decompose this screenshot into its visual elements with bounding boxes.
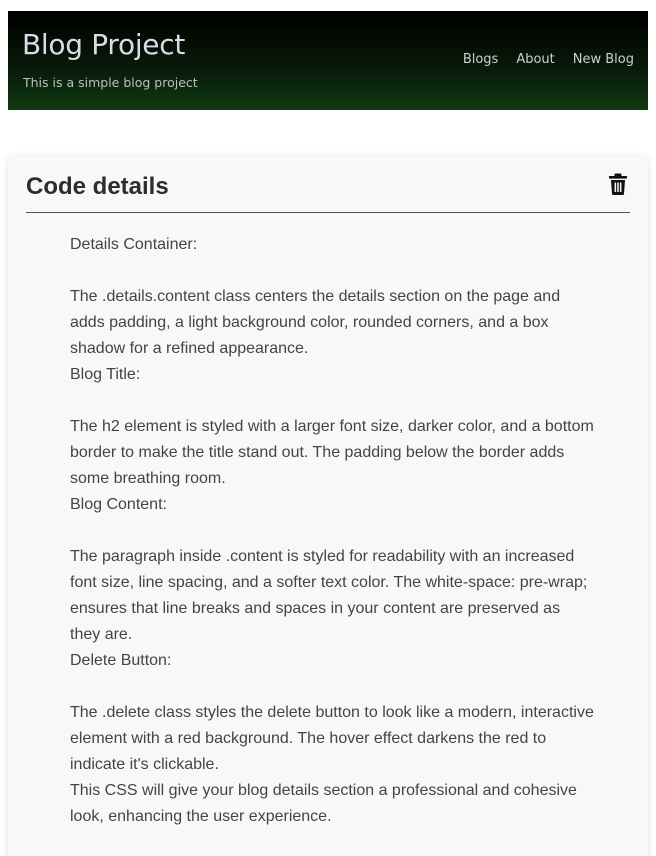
blog-title: Code details [26, 173, 169, 200]
delete-button[interactable] [608, 173, 628, 195]
main-nav [463, 53, 634, 66]
title-divider [26, 212, 630, 213]
trash-icon [608, 173, 628, 195]
nav-link-new-blog[interactable]: New Blog [572, 52, 634, 67]
nav-link-blogs[interactable]: Blogs [462, 52, 499, 67]
site-tagline: This is a simple blog project [23, 75, 198, 90]
site-header [8, 11, 648, 110]
site-title[interactable]: Blog Project [22, 28, 185, 61]
blog-details-card [8, 156, 648, 856]
blog-content: Details Container: The .details.content class centers the details section on the page and adds padding, a light background color, rounded corners, and a box shadow for a refined appearance. Blog Title: The h2 element is styled with a larger font size, darker color, and a bottom border to make the title stand out. The padding below the border adds some breathing room. Blog Content: The paragraph inside .content is styled for readability with an increased font size, line spacing, and a softer text color. The white-space: pre-wrap; ensures that line breaks and spaces in your content are preserved as they are. Delete Button: The .delete class styles the delete button to look like a modern, interactive element with a red background. The hover effect darkens the red to indicate it's clickable. This CSS will give your blog details section a professional and cohesive look, enhancing the user experience. [70, 236, 594, 825]
nav-link-about[interactable]: About [516, 52, 555, 67]
